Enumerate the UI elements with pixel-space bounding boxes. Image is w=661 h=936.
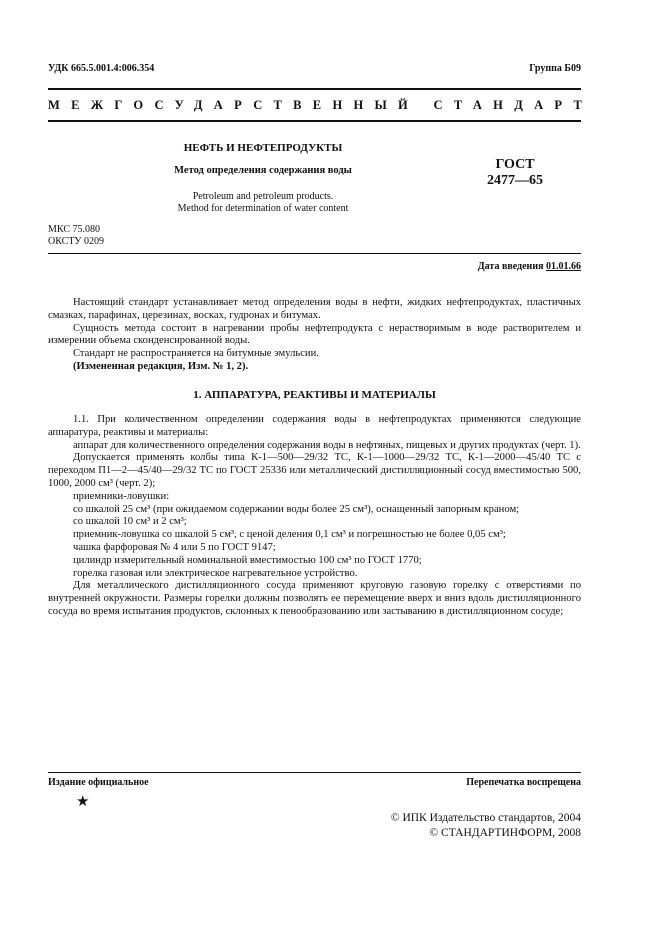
top-rule (48, 88, 581, 90)
gost-label: ГОСТ (495, 157, 535, 172)
intro-paragraph: Сущность метода состоит в нагревании пробы нефтепродукта с нерастворимым в воде растворителем и измерении объема сконденсированной воды. (48, 322, 581, 347)
intro-date-value: 01.01.66 (546, 261, 581, 272)
section-body (48, 414, 581, 619)
intro-block (48, 297, 581, 374)
copyright-2: © СТАНДАРТИНФОРМ, 2008 (429, 827, 581, 839)
english-title-2: Method for determination of water content (177, 203, 349, 214)
section-paragraph: со шкалой 10 см³ и 2 см³; (73, 516, 187, 528)
group-code: Группа Б09 (529, 63, 581, 74)
document-subtitle: Метод определения содержания воды (174, 165, 352, 176)
reprint-prohibited: Перепечатка воспрещена (466, 777, 581, 788)
mks-code: МКС 75.080 (48, 224, 100, 235)
section-paragraph: приемники-ловушки: (73, 490, 170, 502)
mid-rule (48, 253, 581, 254)
standard-type: МЕЖГОСУДАРСТВЕННЫЙ СТАНДАРТ (48, 98, 594, 112)
okstu-code: ОКСТУ 0209 (48, 236, 105, 247)
udc-code: УДК 665.5.001.4:006.354 (48, 63, 155, 74)
section-heading: 1. АППАРАТУРА, РЕАКТИВЫ И МАТЕРИАЛЫ (193, 389, 436, 401)
english-title-1: Petroleum and petroleum products. (192, 191, 334, 202)
section-paragraph: со шкалой 25 см³ (при ожидаемом содержании воды более 25 см³), оснащенный запорным краном; (73, 503, 520, 515)
copyright-1: © ИПК Издательство стандартов, 2004 (390, 812, 581, 824)
gost-number: 2477—65 (487, 173, 543, 188)
section-paragraph: Для металлического дистилляционного сосуда применяют круговую газовую горелку с отверстиями по внутренней окружности. Размеры горелки должны позволять ее перемещение вверх и вниз вдоль дистилляционного сосуда во время испытания продуктов, склонных к пенообразованию или застыванию в дистилляционном сосуде; (48, 580, 581, 617)
section-paragraph: Допускается применять колбы типа К-1—500—29/32 ТС, К-1—1000—29/32 ТС, К-1—2000—45/40 ТС с переходом П1—2—45/40—29/32 ТС по ГОСТ 25336 или металлический дистилляционный сосуд вместимостью 500, 1000, 2000 см³ (черт. 2); (48, 452, 581, 489)
intro-paragraph: Стандарт не распространяется на битумные эмульсии. (73, 348, 319, 360)
section-paragraph: 1.1. При количественном определении содержания воды в нефтепродуктах применяются следующие аппаратура, реактивы и материалы: (48, 414, 581, 438)
footer-rule (48, 772, 581, 773)
standard-rule (48, 120, 581, 122)
amendment-note: (Измененная редакция, Изм. № 1, 2). (73, 360, 249, 372)
official-edition: Издание официальное (48, 777, 149, 788)
section-paragraph: цилиндр измерительный номинальной вместимостью 100 см³ по ГОСТ 1770; (73, 554, 422, 566)
section-paragraph: чашка фарфоровая № 4 или 5 по ГОСТ 9147; (73, 541, 276, 553)
intro-date-label: Дата введения (477, 261, 544, 272)
section-paragraph: приемник-ловушка со шкалой 5 см³, с ценой деления 0,1 см³ и погрешностью не более 0,05 см³; (73, 529, 506, 541)
document-title: НЕФТЬ И НЕФТЕПРОДУКТЫ (183, 142, 343, 154)
intro-date (478, 261, 581, 272)
section-paragraph: горелка газовая или электрическое нагревательное устройство. (73, 567, 358, 579)
section-paragraph: аппарат для количественного определения содержания воды в нефтяных, пищевых и других продуктах (черт. 1). (73, 439, 581, 451)
intro-paragraph: Настоящий стандарт устанавливает метод определения воды в нефти, жидких нефтепродуктах, пластичных смазках, парафинах, церезинах, восках, гудронах и битумах. (48, 297, 581, 321)
star-icon: ★ (76, 794, 90, 810)
